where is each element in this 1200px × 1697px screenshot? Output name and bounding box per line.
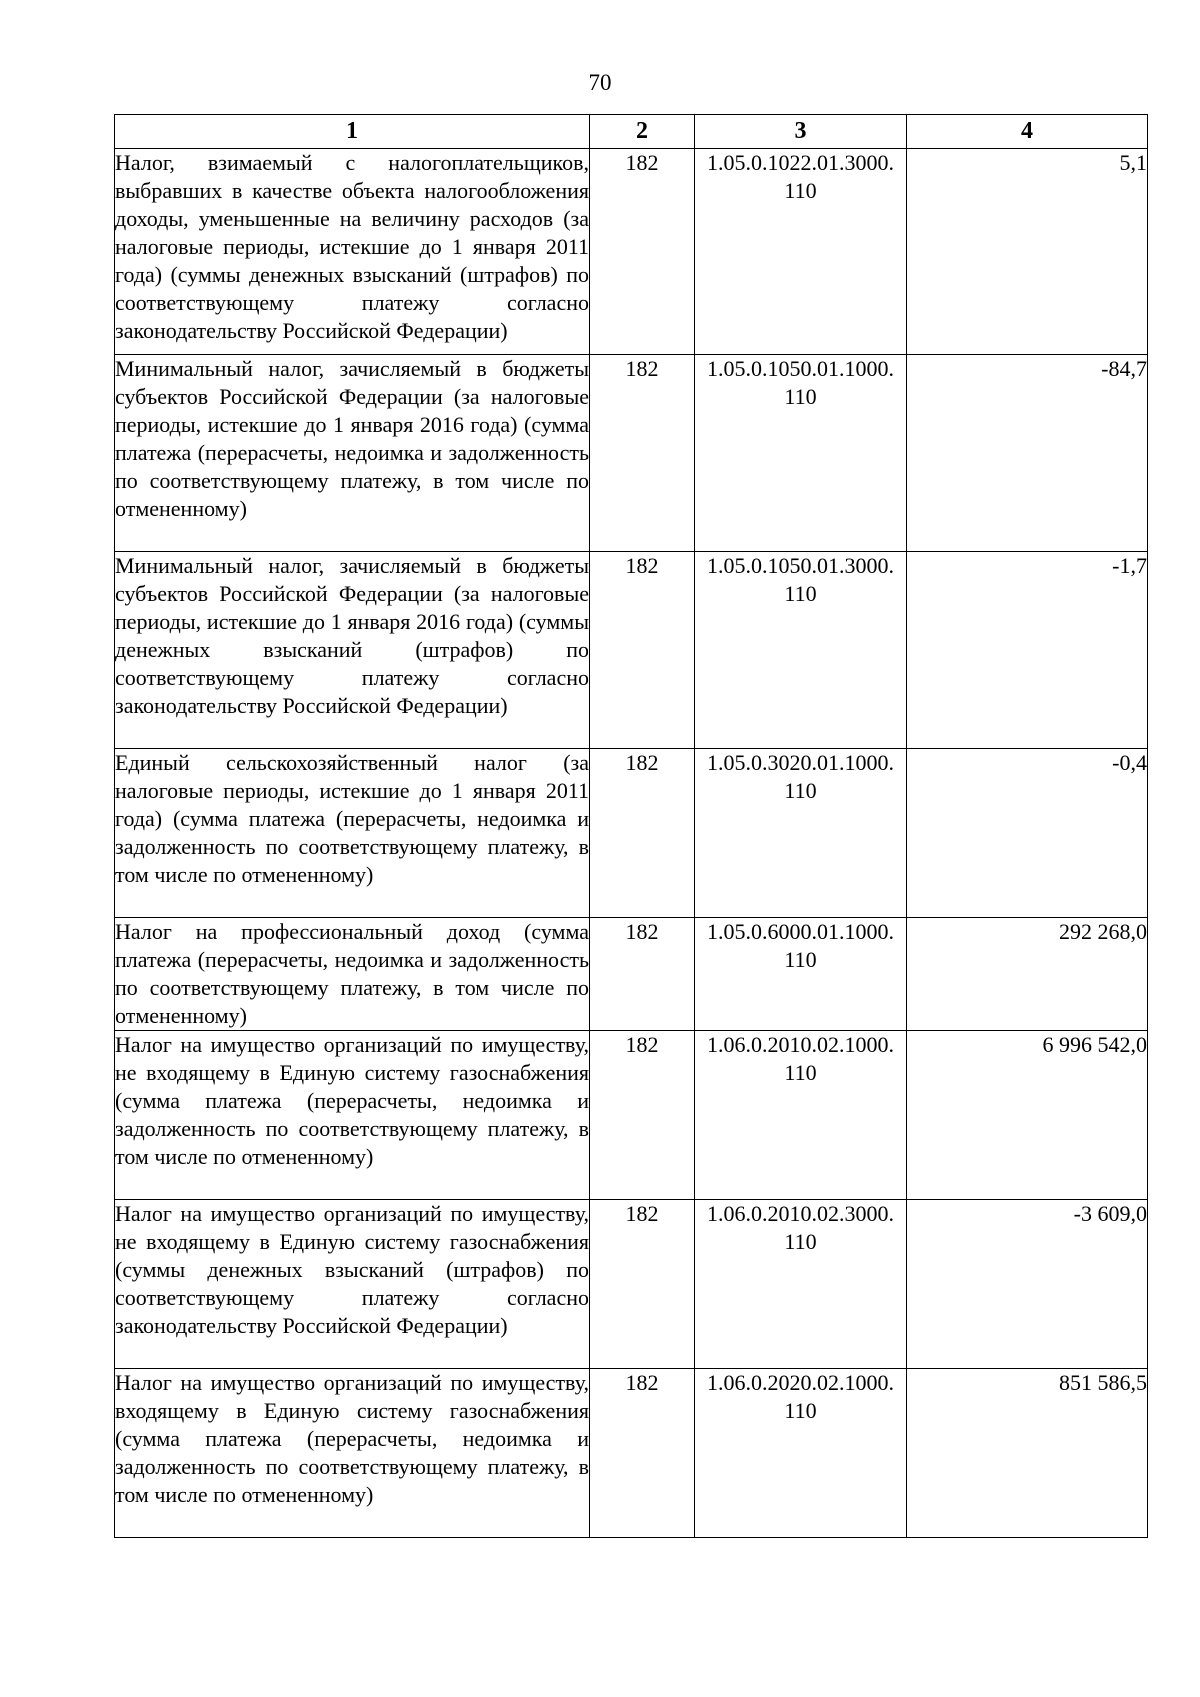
amount-cell: 5,1 [907, 149, 1148, 355]
budget-code-line-1: 1.05.0.6000.01.1000. [707, 919, 894, 944]
admin-code-cell: 182 [590, 1200, 695, 1369]
column-header-3: 3 [695, 115, 907, 149]
column-header-2: 2 [590, 115, 695, 149]
amount-cell: -1,7 [907, 552, 1148, 749]
amount-cell: 292 268,0 [907, 918, 1148, 1031]
table-row [115, 918, 1148, 1031]
amount-cell: -3 609,0 [907, 1200, 1148, 1369]
column-header-1: 1 [115, 115, 590, 149]
budget-code-line-2: 110 [784, 581, 817, 606]
amount-cell: 6 996 542,0 [907, 1031, 1148, 1200]
admin-code-cell: 182 [590, 1369, 695, 1538]
budget-code-line-2: 110 [784, 1229, 817, 1254]
table-row [115, 1369, 1148, 1538]
budget-code-line-2: 110 [784, 178, 817, 203]
budget-code-line-1: 1.05.0.1022.01.3000. [707, 150, 894, 175]
budget-code-line-2: 110 [784, 1060, 817, 1085]
admin-code-cell: 182 [590, 552, 695, 749]
income-name-cell: Минимальный налог, зачисляемый в бюджеты субъектов Российской Федерации (за налоговые периоды, истекшие до 1 января 2016 года) (сумма платежа (перерасчеты, недоимка и задолженность по соответствующему платежу, в том числе по отмененному) [115, 355, 590, 552]
income-name-cell: Минимальный налог, зачисляемый в бюджеты субъектов Российской Федерации (за налоговые периоды, истекшие до 1 января 2016 года) (суммы денежных взысканий (штрафов) по соответствующему платежу согласно законодательству Российской Федерации) [115, 552, 590, 749]
budget-table [114, 114, 1148, 1538]
budget-code-line-1: 1.06.0.2010.02.1000. [707, 1032, 894, 1057]
table-row [115, 1200, 1148, 1369]
table-row [115, 552, 1148, 749]
budget-code-line-1: 1.06.0.2010.02.3000. [707, 1201, 894, 1226]
page-number: 70 [588, 70, 612, 95]
amount-cell: -84,7 [907, 355, 1148, 552]
amount-cell: 851 586,5 [907, 1369, 1148, 1538]
budget-code-line-1: 1.05.0.1050.01.3000. [707, 553, 894, 578]
column-header-4: 4 [907, 115, 1148, 149]
income-name-cell: Налог на имущество организаций по имуществу, не входящему в Единую систему газоснабжения (суммы денежных взысканий (штрафов) по соответствующему платежу согласно законодательству Российской Федерации) [115, 1200, 590, 1369]
budget-code-cell [695, 1369, 907, 1538]
income-name-cell: Налог на профессиональный доход (сумма платежа (перерасчеты, недоимка и задолженность по соответствующему платежу, в том числе по отмененному) [115, 918, 590, 1031]
income-name-cell: Налог на имущество организаций по имуществу, входящему в Единую систему газоснабжения (сумма платежа (перерасчеты, недоимка и задолженность по соответствующему платежу, в том числе по отмененному) [115, 1369, 590, 1538]
budget-code-line-1: 1.06.0.2020.02.1000. [707, 1370, 894, 1395]
budget-code-cell [695, 355, 907, 552]
income-name-cell: Налог на имущество организаций по имуществу, не входящему в Единую систему газоснабжения (сумма платежа (перерасчеты, недоимка и задолженность по соответствующему платежу, в том числе по отмененному) [115, 1031, 590, 1200]
budget-code-line-1: 1.05.0.3020.01.1000. [707, 750, 894, 775]
admin-code-cell: 182 [590, 1031, 695, 1200]
budget-code-cell [695, 1031, 907, 1200]
admin-code-cell: 182 [590, 749, 695, 918]
budget-code-cell [695, 918, 907, 1031]
budget-code-cell [695, 552, 907, 749]
income-name-cell: Единый сельскохозяйственный налог (за налоговые периоды, истекшие до 1 января 2011 года) (сумма платежа (перерасчеты, недоимка и задолженность по соответствующему платежу, в том числе по отмененному) [115, 749, 590, 918]
admin-code-cell: 182 [590, 918, 695, 1031]
budget-code-cell [695, 149, 907, 355]
table-row [115, 149, 1148, 355]
budget-code-line-2: 110 [784, 947, 817, 972]
income-name-cell: Налог, взимаемый с налогоплательщиков, выбравших в качестве объекта налогообложения доходы, уменьшенные на величину расходов (за налоговые периоды, истекшие до 1 января 2011 года) (суммы денежных взысканий (штрафов) по соответствующему платежу согласно законодательству Российской Федерации) [115, 149, 590, 355]
admin-code-cell: 182 [590, 355, 695, 552]
budget-code-cell [695, 1200, 907, 1369]
table-row [115, 749, 1148, 918]
budget-code-line-1: 1.05.0.1050.01.1000. [707, 356, 894, 381]
budget-code-line-2: 110 [784, 384, 817, 409]
amount-cell: -0,4 [907, 749, 1148, 918]
admin-code-cell: 182 [590, 149, 695, 355]
table-row [115, 355, 1148, 552]
table-header-row [115, 115, 1148, 149]
budget-code-line-2: 110 [784, 1398, 817, 1423]
budget-code-cell [695, 749, 907, 918]
budget-code-line-2: 110 [784, 778, 817, 803]
table-row [115, 1031, 1148, 1200]
